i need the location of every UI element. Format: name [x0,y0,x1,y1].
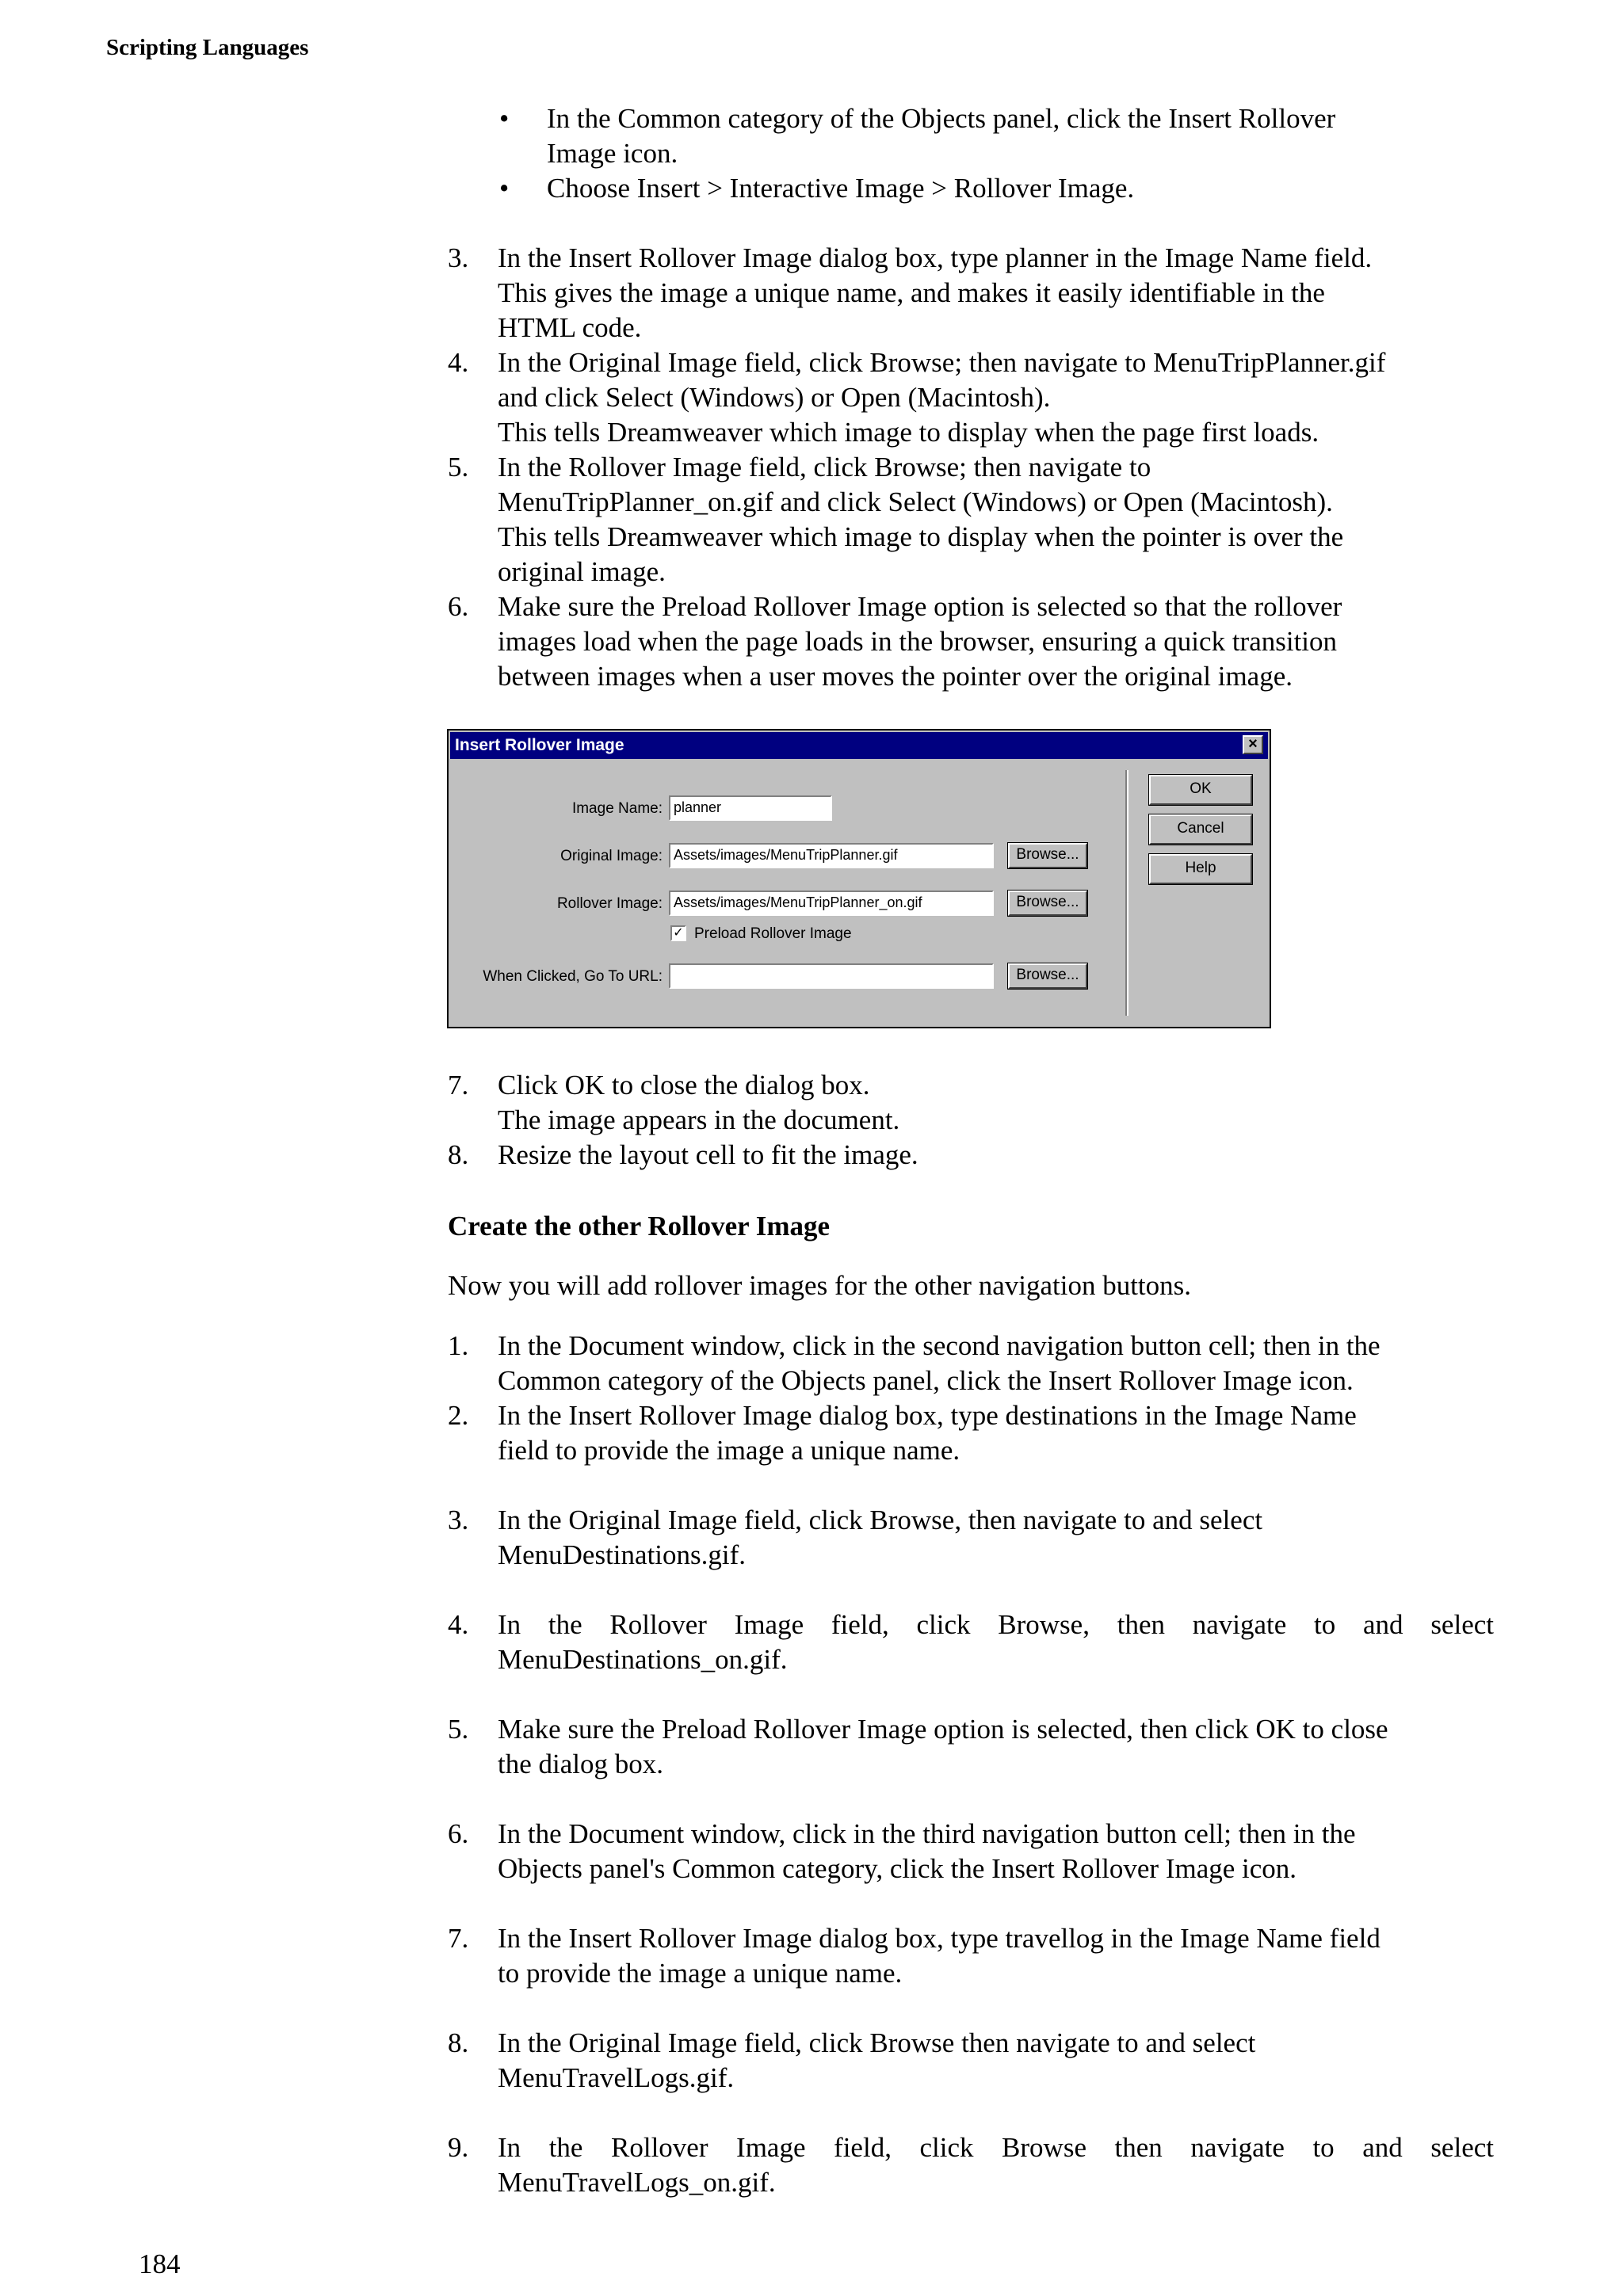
insert-rollover-image-dialog [447,729,1271,1028]
close-icon[interactable]: × [1243,735,1263,754]
bullet-line: Choose Insert > Interactive Image > Rollover Image. [547,173,1135,204]
step-item [448,1503,1494,1573]
step-number: 6. [448,1818,469,1849]
original-browse-button[interactable]: Browse... [1008,843,1087,868]
cancel-button[interactable]: Cancel [1149,814,1252,845]
step-line: This gives the image a unique name, and makes it easily identifiable in the [498,277,1325,308]
step-line: MenuTravelLogs_on.gif. [498,2167,776,2198]
step-number: 8. [448,2027,469,2058]
steps-bottom [448,1329,1494,2200]
step-number: 3. [448,1505,469,1535]
preload-label: Preload Rollover Image [694,925,852,942]
url-input[interactable] [669,963,994,989]
step-line: Click OK to close the dialog box. [498,1070,870,1100]
step-line: Make sure the Preload Rollover Image option is selected so that the rollover [498,591,1342,622]
running-header: Scripting Languages [106,35,309,60]
step-line: In the Rollover Image field, click Browse, then navigate to and select [498,1609,1494,1640]
step-line: images load when the page loads in the browser, ensuring a quick transition [498,626,1338,657]
step-item [448,2130,1494,2200]
step-line: In the Original Image field, click Browse; then navigate to MenuTripPlanner.gif [498,347,1386,378]
step-number: 6. [448,591,469,622]
step-number: 4. [448,347,469,378]
step-line: HTML code. [498,312,642,343]
step-line: Common category of the Objects panel, click the Insert Rollover Image icon. [498,1365,1354,1396]
url-label: When Clicked, Go To URL: [483,968,663,985]
step-line: original image. [498,556,666,587]
step-number: 7. [448,1923,469,1954]
dialog-title: Insert Rollover Image [455,736,624,754]
step-item [448,1608,1494,1677]
step-item [448,1329,1494,1398]
step-item [448,1138,1494,1173]
step-number: 5. [448,452,469,482]
bullet-line: In the Common category of the Objects panel, click the Insert Rollover [547,103,1336,134]
rollover-browse-button[interactable]: Browse... [1008,891,1087,916]
step-line: In the Original Image field, click Browse, then navigate to and select [498,1505,1263,1535]
step-line: In the Insert Rollover Image dialog box, type planner in the Image Name field. [498,242,1373,273]
step-line: In the Rollover Image field, click Browse then navigate to and select [498,2132,1494,2163]
step-line: MenuDestinations_on.gif. [498,1644,788,1675]
step-line: Objects panel's Common category, click the Insert Rollover Image icon. [498,1853,1297,1884]
original-image-label: Original Image: [560,848,663,864]
step-line: field to provide the image a unique name. [498,1435,960,1466]
bullet-item [491,171,1498,206]
bullet-dot-icon: • [499,173,510,204]
step-item [448,1068,1494,1138]
step-line: In the Document window, click in the third navigation button cell; then in the [498,1818,1356,1849]
step-line: In the Original Image field, click Browse then navigate to and select [498,2027,1256,2058]
step-number: 5. [448,1714,469,1745]
preload-checkbox[interactable]: ✓ [670,925,686,941]
step-number: 9. [448,2132,469,2163]
step-line: In the Insert Rollover Image dialog box, type destinations in the Image Name [498,1400,1357,1431]
step-item [448,589,1494,694]
step-line: In the Rollover Image field, click Browse; then navigate to [498,452,1151,482]
step-item [448,1398,1494,1468]
step-number: 4. [448,1609,469,1640]
bullet-line: Image icon. [547,138,678,169]
step-item [448,450,1494,589]
step-number: 3. [448,242,469,273]
step-item [448,1817,1494,1886]
step-line: MenuDestinations.gif. [498,1539,747,1570]
url-browse-button[interactable]: Browse... [1008,963,1087,989]
ok-button[interactable]: OK [1149,775,1252,805]
step-line: The image appears in the document. [498,1104,900,1135]
step-line: MenuTripPlanner_on.gif and click Select (Windows) or Open (Macintosh). [498,486,1333,517]
step-number: 1. [448,1330,469,1361]
step-line: between images when a user moves the pointer over the original image. [498,661,1293,692]
step-number: 2. [448,1400,469,1431]
steps-mid [448,1068,1494,1173]
step-number: 8. [448,1139,469,1170]
step-line: and click Select (Windows) or Open (Macintosh). [498,382,1051,413]
step-line: Resize the layout cell to fit the image. [498,1139,918,1170]
bullet-list [491,101,1498,206]
step-item [448,345,1494,450]
step-line: the dialog box. [498,1749,663,1779]
rollover-image-input[interactable]: Assets/images/MenuTripPlanner_on.gif [669,891,994,916]
dialog-titlebar [450,732,1268,759]
step-item [448,2026,1494,2096]
steps-top [448,241,1494,694]
step-item [448,1921,1494,1991]
dialog-divider [1125,770,1128,1016]
step-line: This tells Dreamweaver which image to display when the page first loads. [498,417,1319,448]
original-image-input[interactable]: Assets/images/MenuTripPlanner.gif [669,843,994,868]
step-line: Make sure the Preload Rollover Image option is selected, then click OK to close [498,1714,1388,1745]
step-line: In the Document window, click in the second navigation button cell; then in the [498,1330,1381,1361]
step-line: In the Insert Rollover Image dialog box, type travellog in the Image Name field [498,1923,1381,1954]
step-item [448,241,1494,345]
section-intro: Now you will add rollover images for the other navigation buttons. [448,1270,1192,1301]
section-heading: Create the other Rollover Image [448,1211,831,1241]
step-line: This tells Dreamweaver which image to display when the pointer is over the [498,521,1344,552]
help-button[interactable]: Help [1149,854,1252,884]
page-number: 184 [139,2248,181,2279]
bullet-item [491,101,1498,171]
step-item [448,1712,1494,1782]
step-number: 7. [448,1070,469,1100]
step-line: MenuTravelLogs.gif. [498,2062,735,2093]
image-name-label: Image Name: [571,800,663,817]
step-line: to provide the image a unique name. [498,1958,903,1989]
rollover-image-label: Rollover Image: [556,895,663,912]
image-name-input[interactable]: planner [669,795,832,821]
bullet-dot-icon: • [499,103,510,134]
